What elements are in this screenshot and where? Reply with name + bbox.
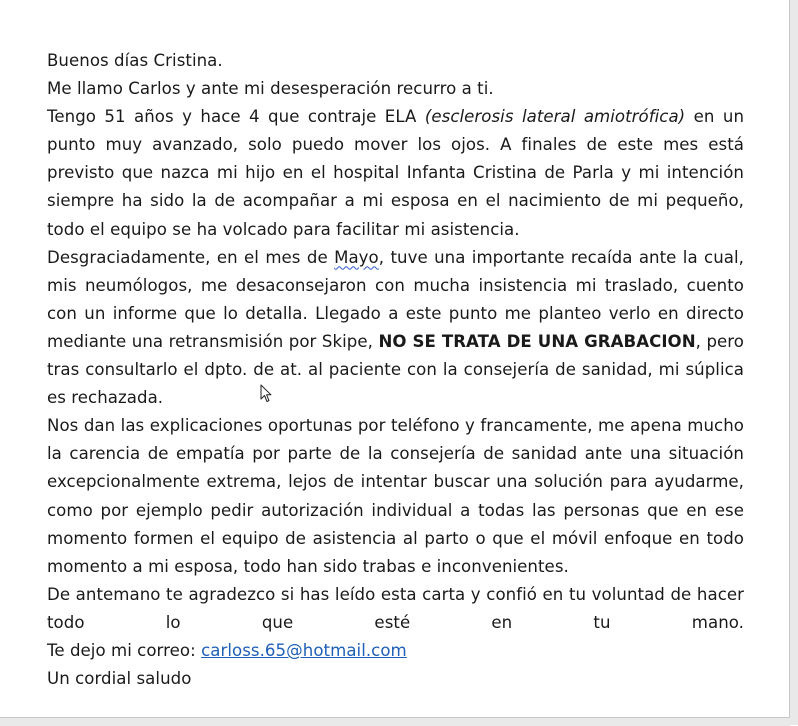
- thanks-line-1: De antemano te agradezco si has leído esta carta y confió en tu voluntad de hacer: [47, 584, 744, 604]
- paragraph-complaint: Nos dan las explicaciones oportunas por teléfono y francamente, me apena mucho la carencia de empatía por parte de la consejería de sanidad ante una situación excepcionalmente extrema, lejos de intentar buscar una solución para ayudarme, como por ejemplo pedir autorización individual a todas las personas que en ese momento formen el equipo de asistencia al parto o que el móvil enfoque en todo momento a mi esposa, todo han sido trabas e inconvenientes.: [47, 416, 744, 576]
- page-gutter-right: [790, 0, 798, 725]
- email-line: [47, 637, 744, 665]
- paragraph-relapse-text-c: , pero tras consultarlo el dpto. de at. al paciente con la consejería de sanidad, mi súplica es rechazada.: [47, 331, 745, 408]
- bold-emphasis: NO SE TRATA DE UNA GRABACION: [378, 331, 696, 351]
- paragraph-condition-text-b: en un punto muy avanzado, solo puedo mover los ojos. A finales de este mes está previsto que nazca mi hijo en el hospital Infanta Cristina de Parla y mi intención siempre ha sido la de acompañar a mi esposa en el nacimiento de mi pequeño, todo el equipo se ha volcado para facilitar mi asistencia.: [47, 107, 745, 239]
- mouse-pointer-icon: [260, 384, 274, 404]
- document-body[interactable]: [47, 47, 744, 693]
- email-link[interactable]: carloss.65@hotmail.com: [201, 640, 407, 660]
- paragraph-condition: [47, 103, 744, 243]
- paragraph-relapse-text-b: , tuve una importante recaída ante la cual, mis neumólogos, me desaconsejaron con mucha insistencia mi traslado, cuento con un informe que lo detalla. Llegado a este punto me planteo verlo en directo mediante una retransmisión por Skipe,: [47, 247, 745, 351]
- email-label: Te dejo mi correo:: [47, 640, 202, 660]
- thanks-line-2: todo lo que esté en tu mano.: [47, 612, 744, 632]
- paragraph-relapse: [47, 244, 744, 413]
- greeting: Buenos días Cristina.: [47, 51, 223, 70]
- paragraph-relapse-text-a: Desgraciadamente, en el mes de: [47, 247, 335, 267]
- page-edge-right: [789, 0, 790, 725]
- disease-name-italic: (esclerosis lateral amiotrófica): [424, 107, 686, 127]
- spellcheck-flagged-word[interactable]: Mayo: [334, 247, 379, 267]
- closing: Un cordial saludo: [47, 669, 192, 689]
- paragraph-condition-text-a: Tengo 51 años y hace 4 que contraje ELA: [47, 107, 425, 127]
- intro-line: Me llamo Carlos y ante mi desesperación recurro a ti.: [47, 79, 494, 99]
